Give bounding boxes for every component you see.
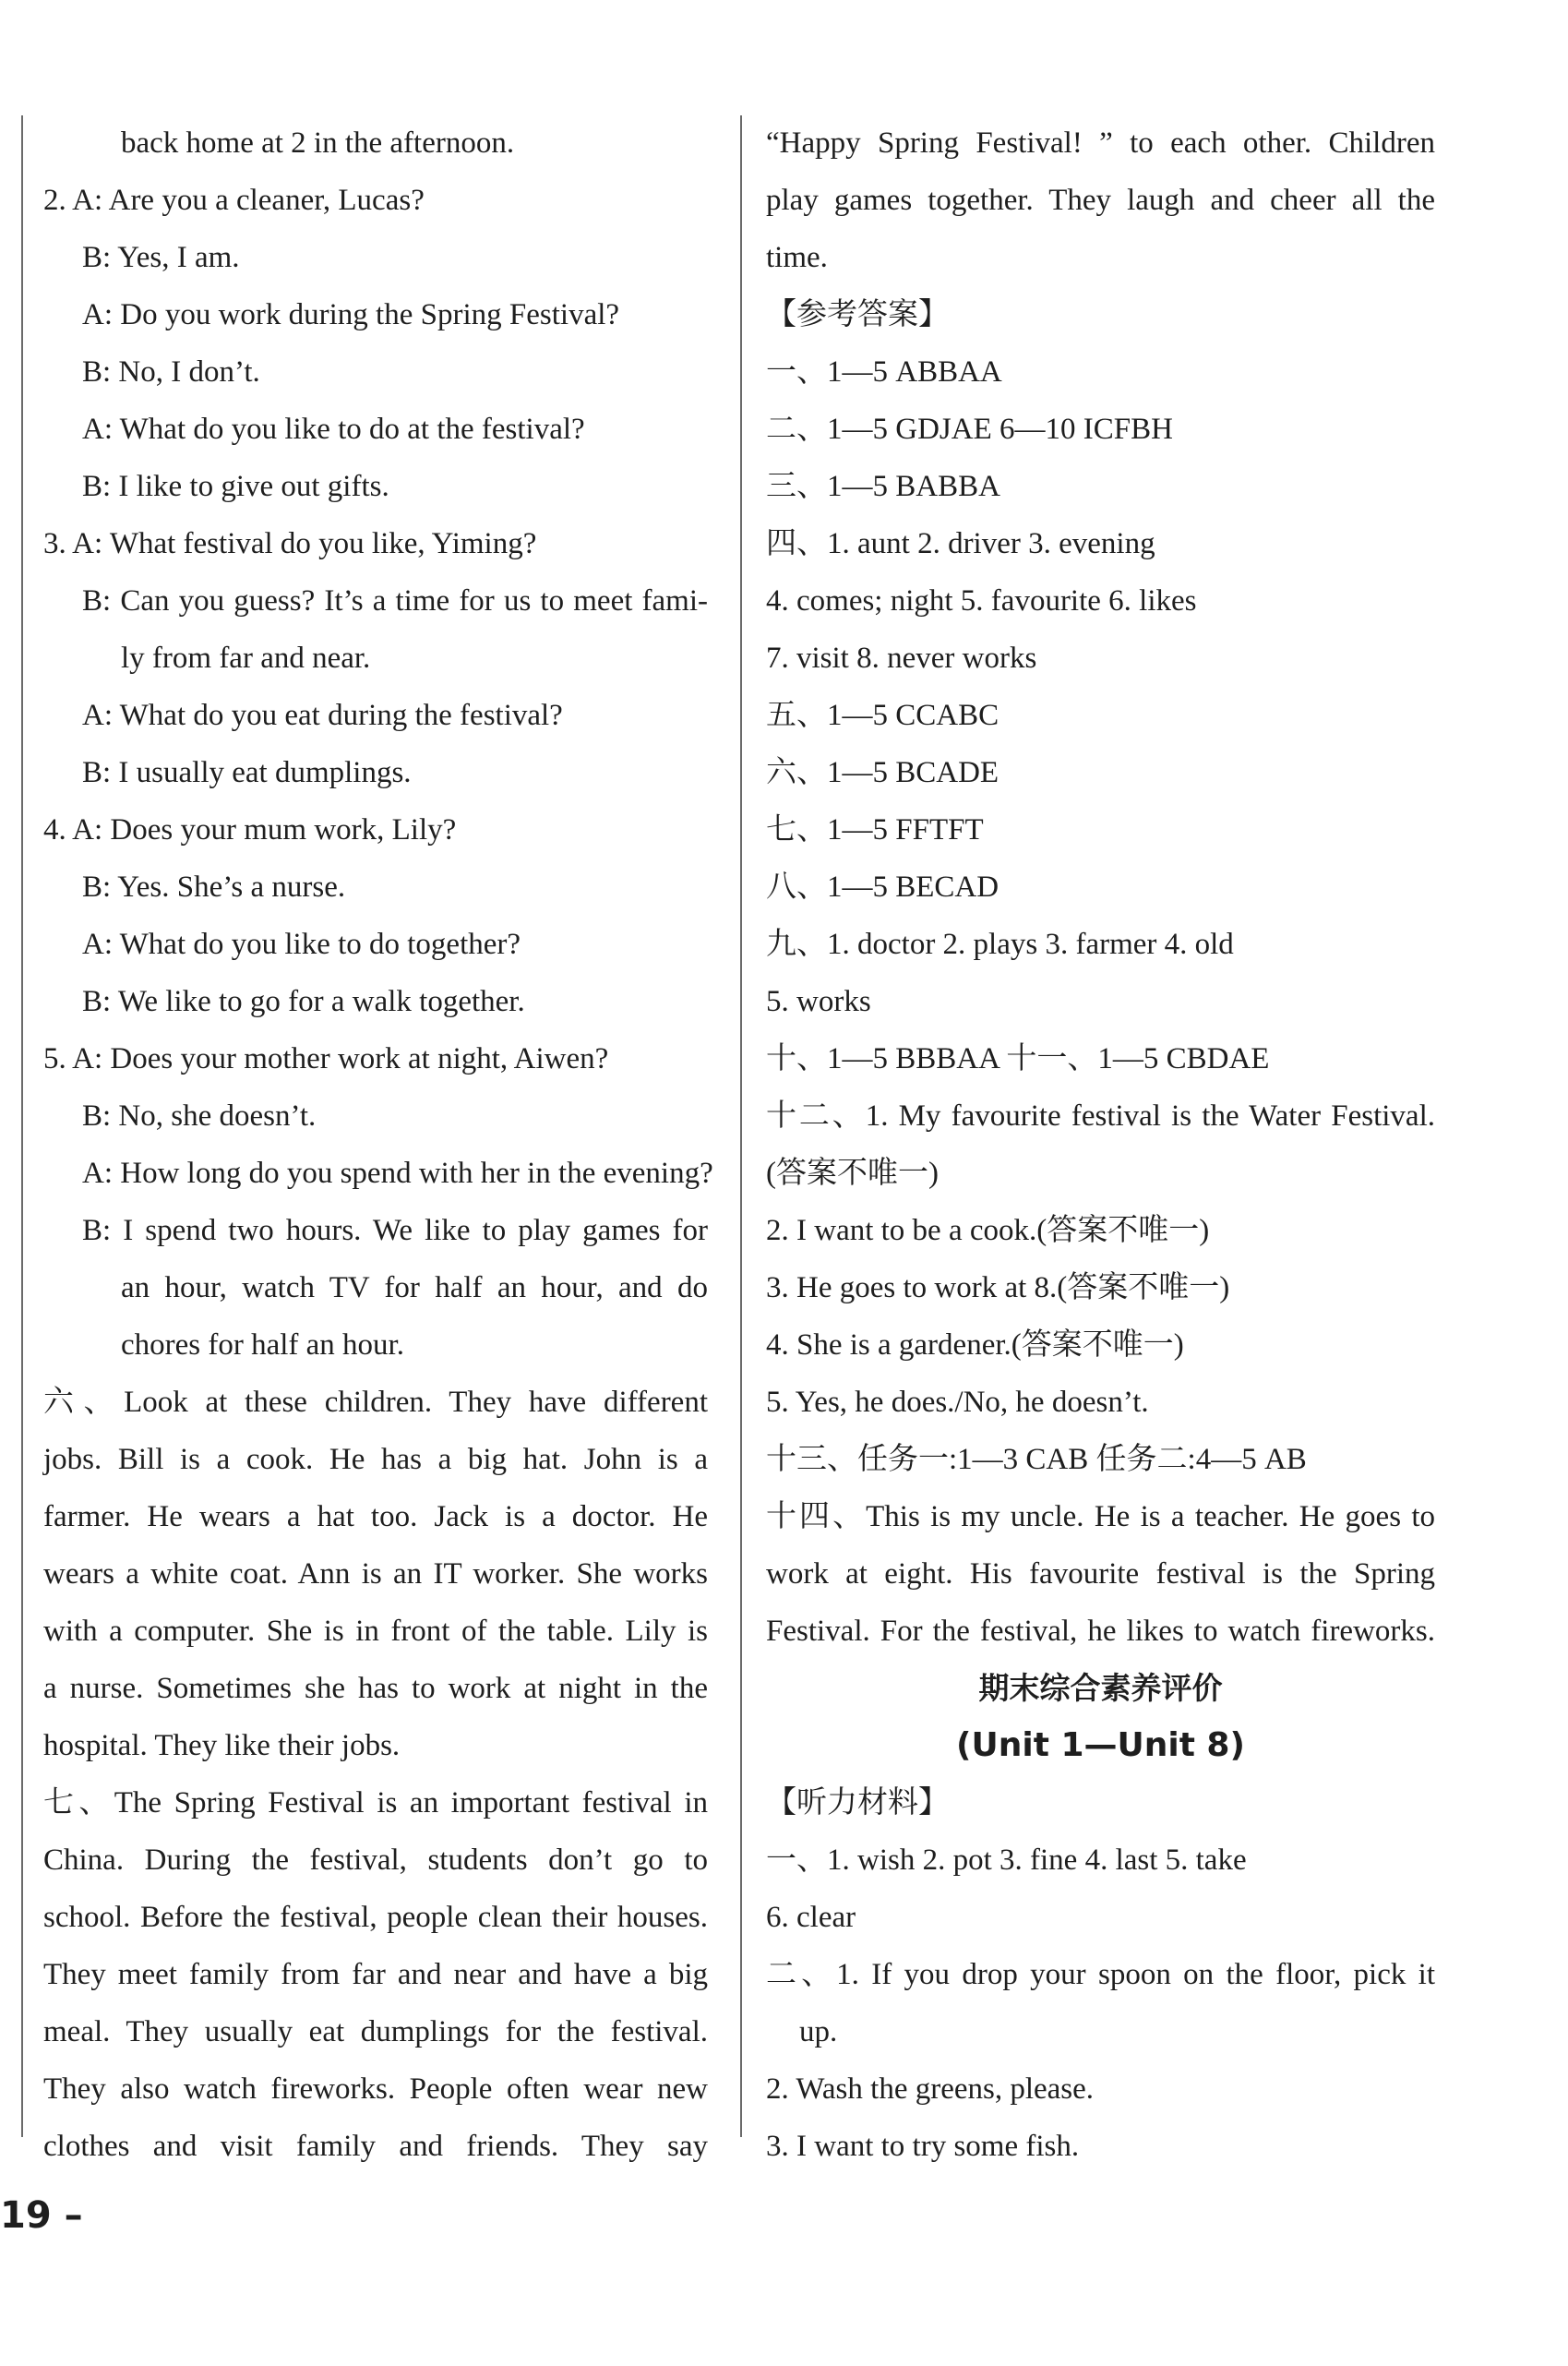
dialogue-line: B: No, she doesn’t. <box>82 1099 317 1133</box>
answer-line: 4. She is a gardener.(答案不唯一) <box>766 1328 1184 1362</box>
listening-line: up. <box>799 2015 838 2048</box>
answer-line: 十、1—5 BBBAA 十一、1—5 CBDAE <box>766 1042 1270 1075</box>
listening-line: 二、1. If you drop your spoon on the floor, pick it <box>766 1958 1435 1991</box>
passage-line: jobs. Bill is a cook. He has a big hat. John is a <box>43 1443 708 1476</box>
dialogue-line: B: Yes. She’s a nurse. <box>82 871 346 904</box>
answer-line: 3. He goes to work at 8.(答案不唯一) <box>766 1271 1230 1304</box>
dialogue-line: B: No, I don’t. <box>82 355 260 389</box>
dialogue-line: ly from far and near. <box>121 642 371 675</box>
passage-line: meal. They usually eat dumplings for the festival. <box>43 2015 708 2048</box>
dialogue-line: A: What do you like to do at the festival? <box>82 413 585 446</box>
listening-line: 6. clear <box>766 1901 856 1934</box>
passage-line: “Happy Spring Festival! ” to each other. Children <box>766 126 1435 160</box>
passage-line: They meet family from far and near and have a big <box>43 1958 708 1991</box>
listening-line: 2. Wash the greens, please. <box>766 2072 1095 2106</box>
answer-line: work at eight. His favourite festival is the Spring <box>766 1557 1435 1591</box>
dialogue-line: B: Can you guess? It’s a time for us to meet fami- <box>82 584 708 618</box>
passage-line: farmer. He wears a hat too. Jack is a doctor. He <box>43 1500 708 1533</box>
right-column <box>766 114 1435 2175</box>
passage-line: a nurse. Sometimes she has to work at night in the <box>43 1672 708 1705</box>
passage-seven: 七、The Spring Festival is an important festival in <box>43 1786 708 1820</box>
answer-line: 八、1—5 BECAD <box>766 871 999 904</box>
passage-line: clothes and visit family and friends. They say <box>43 2130 708 2163</box>
dialogue-line: B: I like to give out gifts. <box>82 470 389 503</box>
dialogue-line: A: What do you eat during the festival? <box>82 699 563 732</box>
answer-line: 九、1. doctor 2. plays 3. farmer 4. old <box>766 928 1234 961</box>
dialogue-item-3: 3. A: What festival do you like, Yiming? <box>43 527 537 560</box>
dialogue-item-4: 4. A: Does your mum work, Lily? <box>43 813 457 847</box>
answer-line: 5. Yes, he does./No, he doesn’t. <box>766 1386 1149 1419</box>
answer-line: 5. works <box>766 985 871 1018</box>
dialogue-item-5: 5. A: Does your mother work at night, Aiwen? <box>43 1042 609 1075</box>
answer-key-heading: 【参考答案】 <box>766 298 949 331</box>
answer-line: 2. I want to be a cook.(答案不唯一) <box>766 1214 1210 1247</box>
listening-line: 3. I want to try some fish. <box>766 2130 1080 2163</box>
answer-line: 四、1. aunt 2. driver 3. evening <box>766 527 1155 560</box>
answer-line: 二、1—5 GDJAE 6—10 ICFBH <box>766 413 1173 446</box>
answer-line: 五、1—5 CCABC <box>766 699 999 732</box>
answer-line: Festival. For the festival, he likes to watch fireworks. <box>766 1615 1435 1648</box>
passage-line: China. During the festival, students don’t go to <box>43 1844 708 1877</box>
passage-line: time. <box>766 241 828 274</box>
passage-line: wears a white coat. Ann is an IT worker. She works <box>43 1557 708 1591</box>
dialogue-line: B: I spend two hours. We like to play games for <box>82 1214 708 1247</box>
answer-line: 4. comes; night 5. favourite 6. likes <box>766 584 1197 618</box>
left-column <box>43 114 713 2175</box>
dialogue-line: B: I usually eat dumplings. <box>82 756 412 789</box>
dialogue-line: B: We like to go for a walk together. <box>82 985 525 1018</box>
column-divider <box>740 115 742 2137</box>
listening-material-heading: 【听力材料】 <box>766 1786 949 1820</box>
answer-line: 三、1—5 BABBA <box>766 470 1000 503</box>
dialogue-item-2: 2. A: Are you a cleaner, Lucas? <box>43 184 425 217</box>
dialogue-line: A: How long do you spend with her in the evening? <box>82 1157 713 1190</box>
answer-line: 十三、任务一:1—3 CAB 任务二:4—5 AB <box>766 1443 1307 1476</box>
section-title: 期末综合素养评价 <box>978 1670 1223 1706</box>
dialogue-line: B: Yes, I am. <box>82 241 240 274</box>
dialogue-line: an hour, watch TV for half an hour, and do <box>121 1271 708 1304</box>
passage-line: play games together. They laugh and cheer all the <box>766 184 1435 217</box>
left-margin-rule <box>21 115 23 2137</box>
answer-line: 六、1—5 BCADE <box>766 756 999 789</box>
passage-six: 六、Look at these children. They have different <box>43 1386 708 1419</box>
dialogue-line: A: What do you like to do together? <box>82 928 521 961</box>
passage-line: with a computer. She is in front of the table. Lily is <box>43 1615 708 1648</box>
passage-line: They also watch fireworks. People often wear new <box>43 2072 708 2106</box>
section-subtitle: (Unit 1—Unit 8) <box>956 1726 1245 1764</box>
answer-line: 七、1—5 FFTFT <box>766 813 984 847</box>
dialogue-line: A: Do you work during the Spring Festival? <box>82 298 620 331</box>
answer-line: 7. visit 8. never works <box>766 642 1037 675</box>
answer-line: 一、1—5 ABBAA <box>766 355 1002 389</box>
dialogue-line: back home at 2 in the afternoon. <box>121 126 515 160</box>
passage-line: school. Before the festival, people clean their houses. <box>43 1901 708 1934</box>
page-number: 19 – <box>0 2194 83 2237</box>
answer-note: (答案不唯一) <box>766 1157 939 1190</box>
passage-line: hospital. They like their jobs. <box>43 1729 401 1762</box>
dialogue-line: chores for half an hour. <box>121 1328 404 1362</box>
listening-line: 一、1. wish 2. pot 3. fine 4. last 5. take <box>766 1844 1247 1877</box>
answer-line: 十四、This is my uncle. He is a teacher. He goes to <box>766 1500 1435 1533</box>
answer-line: 十二、1. My favourite festival is the Water Festival. <box>766 1099 1435 1133</box>
